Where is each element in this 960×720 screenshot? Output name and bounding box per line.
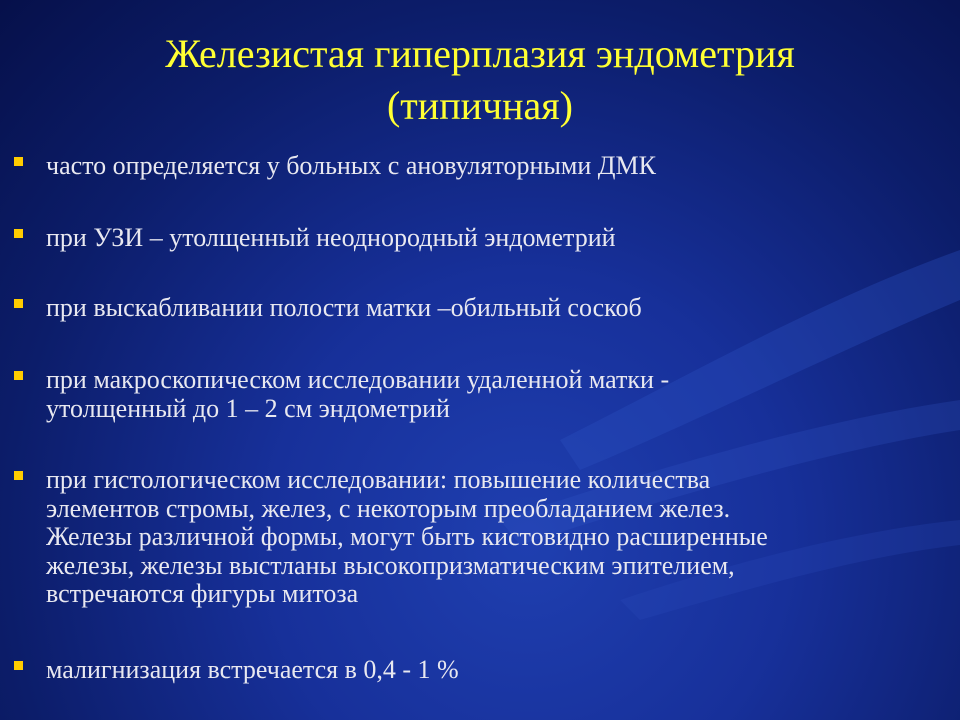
bullet-text: часто определяется у больных с ановуляторными ДМК (46, 151, 656, 180)
bullet-text: при выскабливании полости матки –обильный соскоб (46, 293, 642, 322)
bullet-marker-icon (14, 661, 23, 670)
bullet-text: при УЗИ – утолщенный неоднородный эндометрий (46, 223, 616, 252)
bullet-text: малигнизация встречается в 0,4 - 1 % (46, 655, 459, 684)
bullet-marker-icon (14, 157, 23, 166)
bullet-marker-icon (14, 299, 23, 308)
title-line-1: Железистая гиперплазия эндометрия (165, 31, 795, 76)
title-line-2: (типичная) (386, 83, 573, 128)
bullet-marker-icon (14, 471, 23, 480)
bullet-marker-icon (14, 371, 23, 380)
bullet-text: при макроскопическом исследовании удаленной матки - утолщенный до 1 – 2 см эндометрий (46, 365, 670, 423)
bullet-text: при гистологическом исследовании: повышение количества элементов стромы, желез, с некоторым преобладанием желез. Железы различной формы, могут быть кистовидно расширенные железы, железы выстланы высокопризматическим эпителием, встречаются фигуры митоза (46, 465, 768, 608)
bullet-marker-icon (14, 229, 23, 238)
